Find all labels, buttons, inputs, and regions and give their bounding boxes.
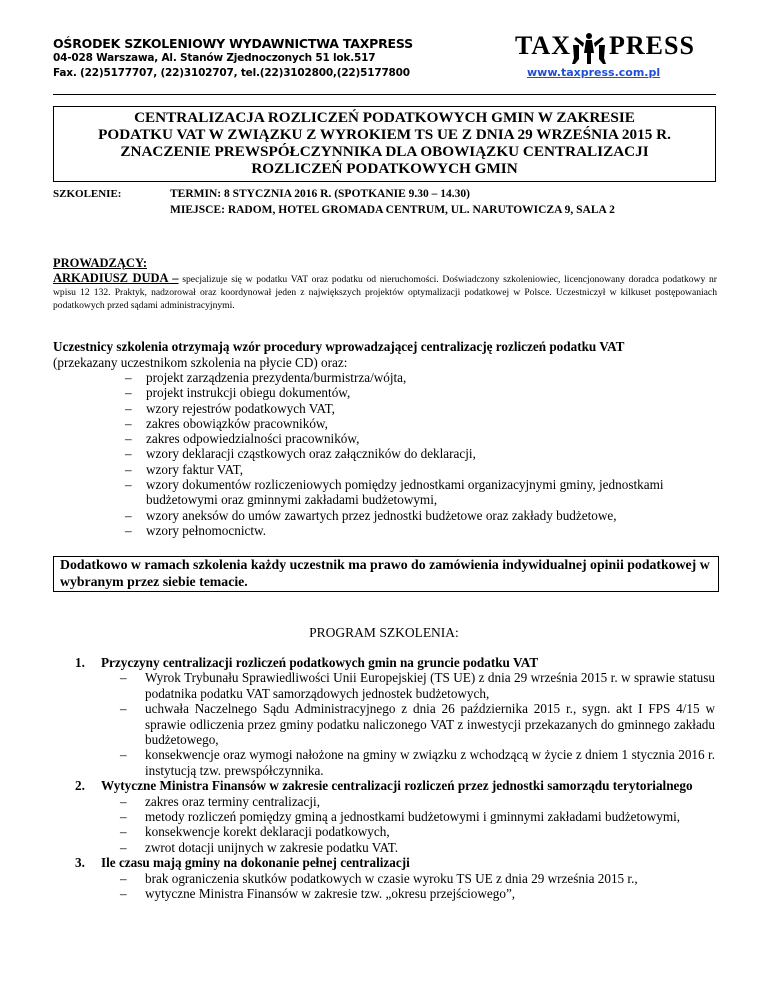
presenter-bio (53, 272, 717, 312)
program-section: 1. Przyczyny centralizacji rozliczeń podatkowych gmin na gruncie podatku VAT (75, 655, 539, 670)
list-item: – wzory rejestrów podatkowych VAT, (125, 401, 725, 416)
training-info (170, 186, 615, 218)
training-term: TERMIN: 8 STYCZNIA 2016 R. (SPOTKANIE 9.30 – 14.30) (170, 188, 470, 200)
materials-intro (53, 339, 624, 370)
list-item: – wzory faktur VAT, (125, 462, 725, 477)
program-title: PROGRAM SZKOLENIA: (309, 625, 459, 640)
program-item: – brak ograniczenia skutków podatkowych w czasie wyroku TS UE z dnia 29 września 2015 r., (75, 871, 715, 886)
org-contact: Fax. (22)5177707, (22)3102707, tel.(22)3102800,(22)5177800 (53, 67, 410, 79)
training-place: MIEJSCE: RADOM, HOTEL GROMADA CENTRUM, UL. NARUTOWICZA 9, SALA 2 (170, 204, 615, 216)
program-item: – zwrot dotacji unijnych w zakresie podatku VAT. (75, 840, 715, 855)
logo-text-right: PRESS (609, 31, 695, 60)
program-item: – konsekwencje oraz wymogi nałożone na gminy w związku z wchodzącą w życie z dniem 1 stycznia 2016 r. instytucją tzw. prewspółczynnika. (75, 747, 715, 778)
program-item: – zakres oraz terminy centralizacji, (75, 794, 715, 809)
title-box (53, 106, 716, 182)
website-link[interactable]: www.taxpress.com.pl (527, 66, 661, 79)
program-item: – metody rozliczeń pomiędzy gminą a jednostkami budżetowymi i gminnymi zakładami budżetowymi, (75, 809, 715, 824)
list-item: – wzory dokumentów rozliczeniowych pomiędzy jednostkami organizacyjnymi gminy, jednostkami budżetowymi oraz gminnymi zakładami budżetowymi, (125, 477, 725, 508)
presenter-heading: PROWADZĄCY: (53, 256, 147, 270)
program-item: – uchwała Naczelnego Sądu Administracyjnego z dnia 26 października 2015 r., sygn. akt I FPS 4/15 w sprawie odliczenia przez gminy podatku naliczonego VAT z inwestycji przekazanych do gminnego zakładu budżetowego, (75, 701, 715, 747)
list-item: – projekt zarządzenia prezydenta/burmistrza/wójta, (125, 370, 725, 385)
intro-normal: (przekazany uczestnikom szkolenia na płycie CD) oraz: (53, 354, 348, 370)
presenter-description: specjalizuje się w podatku VAT oraz podatku od nieruchomości. Doświadczony szkoleniowiec, licencjonowany doradca podatkowy nr wpisu 12 132. Praktyk, nadzorował oraz koordynował jeden z największych projektów optymalizacji podatkowej w Polsce. Uczestniczył w kilkuset postępowaniach podatkowych przed sądami administracyjnymi. (53, 274, 717, 311)
org-name: OŚRODEK SZKOLENIOWY WYDAWNICTWA TAXPRESS (53, 36, 413, 51)
list-item: – wzory pełnomocnictw. (125, 523, 725, 538)
program-item: – Wyrok Trybunału Sprawiedliwości Unii Europejskiej (TS UE) z dnia 29 września 2015 r. w sprawie statusu podatnika podatku VAT samorządowych jednostek budżetowych, (75, 670, 715, 701)
list-item: – wzory aneksów do umów zawartych przez jednostki budżetowe oraz zakłady budżetowe, (125, 508, 725, 523)
materials-list (125, 370, 725, 538)
program-item: – konsekwencje korekt deklaracji podatkowych, (75, 824, 715, 839)
title-line: ROZLICZEŃ PODATKOWYCH GMIN (251, 160, 518, 177)
list-item: – projekt instrukcji obiegu dokumentów, (125, 385, 725, 400)
org-address: 04-028 Warszawa, Al. Stanów Zjednoczonych 51 lok.517 (53, 52, 376, 64)
logo-figures-icon (569, 31, 609, 65)
presenter-name: ARKADIUSZ DUDA – (53, 271, 179, 285)
header-divider (53, 94, 716, 95)
program-list (75, 655, 715, 902)
list-item: – zakres obowiązków pracowników, (125, 416, 725, 431)
program-item: – wytyczne Ministra Finansów w zakresie tzw. „okresu przejściowego”, (75, 886, 715, 901)
program-section: 3. Ile czasu mają gminy na dokonanie pełnej centralizacji (75, 855, 410, 871)
training-label: SZKOLENIE: (53, 188, 122, 200)
logo-text-left: TAX (515, 31, 571, 60)
title-line: ZNACZENIE PREWSPÓŁCZYNNIKA DLA OBOWIĄZKU CENTRALIZACJI (120, 143, 649, 160)
list-item: – zakres odpowiedzialności pracowników, (125, 431, 725, 446)
extra-offer-box: Dodatkowo w ramach szkolenia każdy uczestnik ma prawo do zamówienia indywidualnej opinii podatkowej w wybranym przez siebie temacie. (53, 556, 719, 592)
taxpress-logo (515, 29, 695, 63)
org-header (53, 36, 413, 81)
list-item: – wzory deklaracji cząstkowych oraz załączników do deklaracji, (125, 446, 725, 461)
title-line: PODATKU VAT W ZWIĄZKU Z WYROKIEM TS UE Z DNIA 29 WRZEŚNIA 2015 R. (98, 126, 671, 143)
program-section: 2. Wytyczne Ministra Finansów w zakresie centralizacji rozliczeń przez jednostki samorządu terytorialnego (75, 778, 693, 794)
intro-bold: Uczestnicy szkolenia otrzymają wzór procedury wprowadzającej centralizację rozliczeń podatku VAT (53, 339, 625, 354)
title-line: CENTRALIZACJA ROZLICZEŃ PODATKOWYCH GMIN W ZAKRESIE (134, 109, 635, 126)
